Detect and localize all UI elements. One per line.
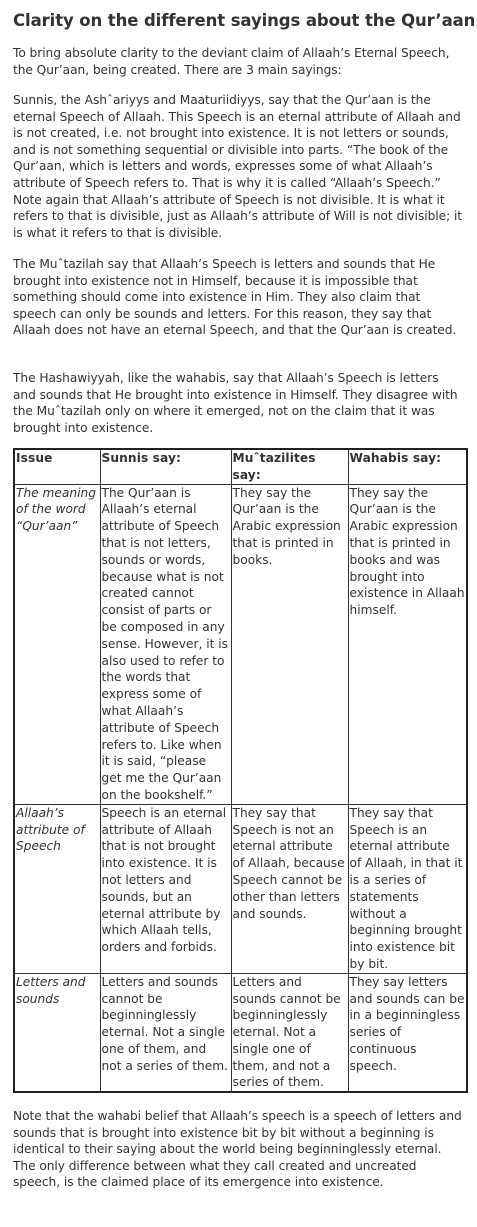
closing-paragraph: Note that the wahabi belief that Allaah’s speech is a speech of letters and sounds that is brought into existence bit by bit without a beginning is identical to their saying about the world being beginninglessly eternal. The only difference between what they call created and uncreated speech, is the claimed place of its emergence into existence.: [13, 1109, 462, 1190]
table-cell-mutazilites: They say that Speech is not an eternal attribute of Allaah, because Speech cannot be other than letters and sounds.: [231, 804, 348, 973]
table-cell-sunnis: Speech is an eternal attribute of Allaah that is not brought into existence. It is not letters and sounds, but an eternal attribute by which Allaah tells, orders and forbids.: [100, 804, 231, 973]
table-cell-issue: Allaah’s attribute of Speech: [14, 804, 100, 973]
sunnis-paragraph: Sunnis, the Ashˆariyys and Maaturiidiyys, say that the Qur’aan is the eternal Speech of Allaah. This Speech is an eternal attribute of Allaah and is not created, i.e. not brought into existence. It is not letters or sounds, and is not something sequential or divisible into parts. “The book of the Qur’aan, which is letters and words, expresses some of what Allaah’s attribute of Speech refers to. That is why it is called “Allaah’s Speech.” Note again that Allaah’s attribute of Speech is not divisible. It is what it refers to that is divisible, just as Allaah’s attribute of Will is not divisible; it is what it refers to that is divisible.: [13, 93, 463, 240]
table-cell-mutazilites: They say the Qur’aan is the Arabic expression that is printed in books.: [231, 484, 348, 804]
header-sunnis: Sunnis say:: [100, 449, 231, 484]
table-cell-issue: The meaning of the word “Qur’aan”: [14, 484, 100, 804]
table-cell-sunnis: The Qur’aan is Allaah’s eternal attribute of Speech that is not letters, sounds or words, because what is not created cannot consist of parts or be composed in any sense. However, it is also used to refer to the words that express some of what Allaah’s attribute of Speech refers to. Like when it is said, “please get me the Qur’aan on the bookshelf.”: [100, 484, 231, 804]
table-cell-mutazilites: Letters and sounds cannot be beginninglessly eternal. Not a single one of them, and not a series of them.: [231, 973, 348, 1092]
article-title: Clarity on the different sayings about the Qur’aan: [13, 11, 476, 30]
table-cell-wahabis: They say letters and sounds can be in a beginningless series of continuous speech.: [348, 973, 467, 1092]
header-issue: Issue: [14, 449, 100, 484]
header-wahabis: Wahabis say:: [348, 449, 467, 484]
intro-paragraph: To bring absolute clarity to the deviant claim of Allaah’s Eternal Speech, the Qur’aan, being created. There are 3 main sayings:: [13, 46, 450, 77]
hashawiyyah-paragraph: The Hashawiyyah, like the wahabis, say that Allaah’s Speech is letters and sounds that He brought into existence in Himself. They disagree with the Muˆtazilah only on where it emerged, not on the claim that it was brought into existence.: [13, 371, 458, 435]
table-cell-sunnis: Letters and sounds cannot be beginninglessly eternal. Not a single one of them, and not a series of them.: [100, 973, 231, 1092]
table-cell-wahabis: They say the Qur’aan is the Arabic expression that is printed in books and was brought into existence in Allaah himself.: [348, 484, 467, 804]
header-mutazilites: Muˆtazilites say:: [231, 449, 348, 484]
table-cell-issue: Letters and sounds: [14, 973, 100, 1092]
table-row: [14, 973, 467, 1092]
mutazilah-paragraph: The Muˆtazilah say that Allaah’s Speech is letters and sounds that He brought into existence not in Himself, because it is impossible that something should come into existence in Him. They also claim that speech can only be sounds and letters. For this reason, they say that Allaah does not have an eternal Speech, and that the Qur’aan is created.: [13, 257, 457, 338]
comparison-table: [13, 448, 468, 1093]
table-cell-wahabis: They say that Speech is an eternal attribute of Allaah, in that it is a series of statements without a beginning brought into existence bit by bit.: [348, 804, 467, 973]
table-header-row: [14, 449, 467, 484]
table-row: [14, 484, 467, 804]
table-row: [14, 804, 467, 973]
